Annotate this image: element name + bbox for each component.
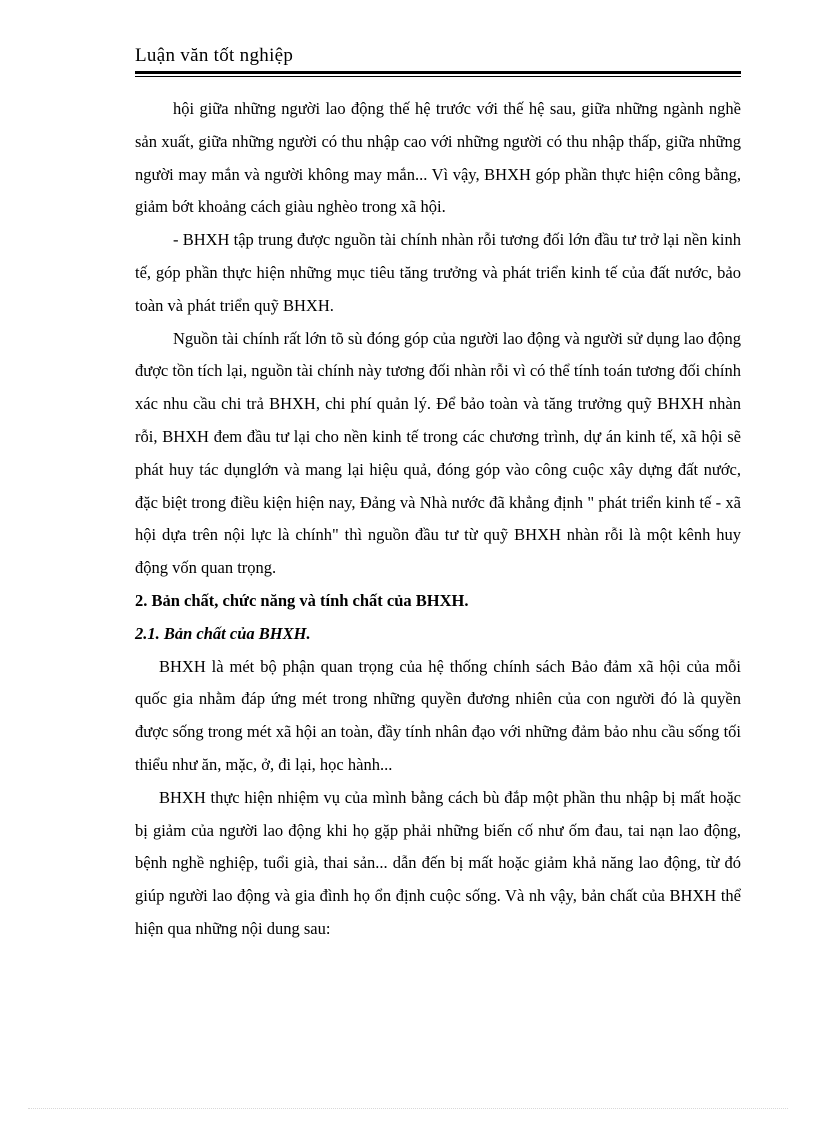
section-heading-2: 2. Bản chất, chức năng và tính chất của BHXH. bbox=[135, 590, 469, 610]
section-heading-2-1: 2.1. Bản chất của BHXH. bbox=[135, 623, 311, 643]
footer-dotted-line bbox=[28, 1108, 788, 1109]
paragraph-1: hội giữa những người lao động thế hệ trước với thế hệ sau, giữa những ngành nghề sản xuất, giữa những người có thu nhập cao với những người có thu nhập thấp, giữa những người may mắn và người không may mắn... Vì vậy, BHXH góp phần thực hiện công bằng, giảm bớt khoảng cách giàu nghèo trong xã hội. bbox=[135, 99, 741, 217]
paragraph-3: Nguồn tài chính rất lớn tõ sù đóng góp của người lao động và người sử dụng lao động được tồn tích lại, nguồn tài chính này tương đối nhàn rỗi vì có thể tính toán tương đối chính xác nhu cầu chi trả BHXH, chi phí quản lý. Để bảo toàn và tăng trưởng quỹ BHXH nhàn rỗi, BHXH đem đầu tư lại cho nền kinh tế trong các chương trình, dự án kinh tế, xã hội sẽ phát huy tác dụnglớn và mang lại hiệu quả, đóng góp vào công cuộc xây dựng đất nước, đặc biệt trong điều kiện hiện nay, Đảng và Nhà nước đã khẳng định " phát triển kinh tế - xã hội dựa trên nội lực là chính" thì nguồn đầu tư từ quỹ BHXH nhàn rỗi là một kênh huy động vốn quan trọng. bbox=[135, 328, 741, 578]
paragraph-2: - BHXH tập trung được nguồn tài chính nhàn rỗi tương đối lớn đầu tư trở lại nền kinh tế, góp phần thực hiện những mục tiêu tăng trưởng và phát triển kinh tế của đất nước, bảo toàn và phát triển quỹ BHXH. bbox=[135, 230, 741, 315]
header-rule-thick bbox=[135, 71, 741, 74]
header-rule-thin bbox=[135, 76, 741, 77]
running-header: Luận văn tốt nghiệp bbox=[135, 45, 294, 66]
paragraph-4: BHXH là mét bộ phận quan trọng của hệ thống chính sách Bảo đảm xã hội của mỗi quốc gia nhằm đáp ứng mét trong những quyền đương nhiên của con người đó là quyền được sống trong mét xã hội an toàn, đầy tính nhân đạo với những đảm bảo nhu cầu sống tối thiểu như ăn, mặc, ở, đi lại, học hành... bbox=[135, 656, 741, 774]
document-body bbox=[135, 93, 741, 946]
paragraph-5: BHXH thực hiện nhiệm vụ của mình bằng cách bù đắp một phần thu nhập bị mất hoặc bị giảm của người lao động khi họ gặp phải những biến cố như ốm đau, tai nạn lao động, bệnh nghề nghiệp, tuổi già, thai sản... dẫn đến bị mất hoặc giảm khả năng lao động, từ đó giúp người lao động và gia đình họ ổn định cuộc sống. Và nh vậy, bản chất của BHXH thể hiện qua những nội dung sau: bbox=[135, 787, 741, 938]
